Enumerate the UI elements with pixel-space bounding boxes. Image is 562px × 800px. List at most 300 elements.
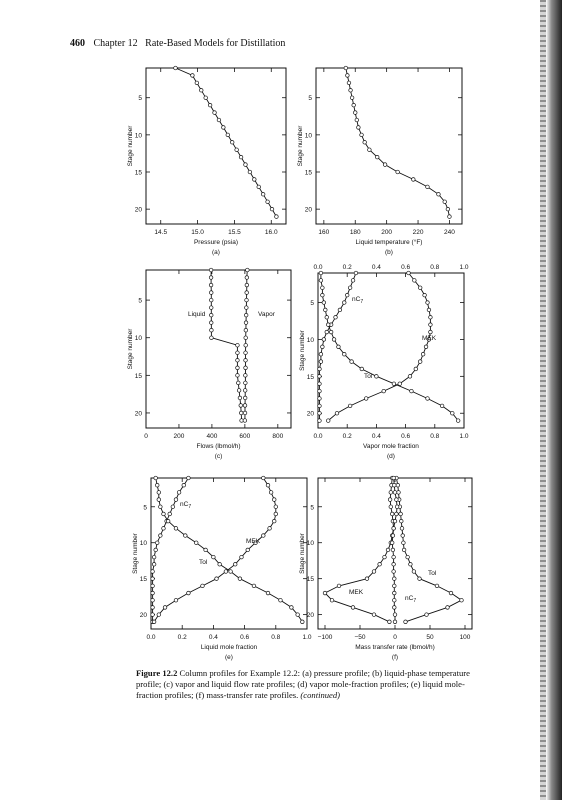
chart-panel-a [146, 66, 286, 224]
y-tick-label: 10 [134, 335, 142, 343]
data-point-tol [154, 476, 158, 480]
y-tick-label: 5 [138, 297, 142, 305]
data-point-nc7 [392, 555, 396, 559]
data-point-mek [348, 404, 352, 408]
data-point-liquid [236, 343, 240, 347]
data-point-profile [253, 178, 257, 182]
data-point-tol [329, 330, 333, 334]
data-point-tol [440, 404, 444, 408]
data-point-profile [357, 126, 361, 130]
data-point-nc7 [168, 512, 172, 516]
data-point-mek [388, 498, 392, 502]
data-point-liquid [209, 321, 213, 325]
data-point-tol [159, 505, 163, 509]
series-line-profile [346, 68, 450, 217]
chart-panel-e [151, 476, 307, 629]
series-label-vapor: Vapor [258, 311, 275, 318]
data-point-tol [402, 548, 406, 552]
y-tick-label: 10 [304, 132, 312, 140]
data-point-liquid [209, 313, 213, 317]
x-tick-label: 400 [206, 433, 218, 440]
data-point-mek [424, 345, 428, 349]
data-point-profile [191, 74, 195, 78]
x-tick-label: 200 [173, 433, 185, 440]
data-point-mek [413, 279, 417, 283]
data-point-nc7 [391, 548, 395, 552]
data-point-tol [392, 382, 396, 386]
data-point-nc7 [151, 606, 155, 610]
data-point-vapor [244, 351, 248, 355]
data-point-tol [324, 308, 328, 312]
y-tick-label: 15 [306, 373, 314, 381]
y-axis-label: Stage number [127, 125, 134, 167]
data-point-mek [390, 512, 394, 516]
data-point-mek [389, 505, 393, 509]
data-point-liquid [238, 396, 242, 400]
data-point-tol [375, 375, 379, 379]
data-point-tol [326, 323, 330, 327]
x-tick-label: −50 [354, 634, 366, 641]
data-point-vapor [245, 298, 249, 302]
data-point-mek [262, 534, 266, 538]
x-tick-label: 800 [272, 433, 284, 440]
data-point-mek [398, 382, 402, 386]
x-tick-label: 15.5 [228, 229, 241, 236]
data-point-vapor [244, 358, 248, 362]
caption-continued: (continued) [300, 690, 341, 700]
data-point-profile [239, 155, 243, 159]
data-point-liquid [239, 411, 243, 415]
data-point-mek [365, 577, 369, 581]
data-point-mek [429, 323, 433, 327]
data-point-profile [352, 103, 356, 107]
data-point-tol [446, 606, 450, 610]
data-point-profile [437, 192, 441, 196]
data-point-nc7 [318, 404, 322, 408]
data-point-vapor [243, 389, 247, 393]
series-line-mek [328, 273, 430, 421]
chapter-label: Chapter 12 [93, 38, 138, 49]
data-point-tol [425, 613, 429, 617]
chart-panel-b [316, 66, 462, 224]
data-point-liquid [236, 381, 240, 385]
data-point-mek [215, 577, 219, 581]
series-label-mek: MEK [349, 589, 364, 596]
page-number: 460 [70, 38, 85, 49]
data-point-tol [460, 598, 464, 602]
data-point-tol [229, 570, 233, 574]
y-tick-label: 15 [134, 372, 142, 380]
x-tick-label: 1.0 [459, 433, 469, 440]
y-axis-label: Stage number [132, 533, 139, 574]
data-point-nc7 [395, 512, 399, 516]
data-point-nc7 [152, 562, 156, 566]
data-point-liquid [210, 336, 214, 340]
y-tick-label: 10 [139, 540, 147, 548]
data-point-nc7 [393, 591, 397, 595]
data-point-tol [410, 389, 414, 393]
data-point-nc7 [390, 541, 394, 545]
data-point-tol [218, 562, 222, 566]
data-point-nc7 [322, 338, 326, 342]
data-point-nc7 [338, 308, 342, 312]
data-point-nc7 [393, 577, 397, 581]
data-point-tol [337, 345, 341, 349]
data-point-nc7 [391, 534, 395, 538]
data-point-nc7 [392, 562, 396, 566]
data-point-tol [321, 293, 325, 297]
data-point-nc7 [162, 527, 166, 531]
data-point-tol [406, 555, 410, 559]
series-label-liquid: Liquid [188, 311, 206, 318]
data-point-profile [195, 81, 199, 85]
chapter-title: Rate-Based Models for Distillation [145, 38, 286, 49]
data-point-tol [451, 411, 455, 415]
data-point-profile [248, 170, 252, 174]
x-tick-label: 15.0 [191, 229, 204, 236]
data-point-profile [208, 103, 212, 107]
data-point-nc7 [348, 286, 352, 290]
data-point-nc7 [393, 620, 397, 624]
data-point-mek [201, 584, 205, 588]
data-point-vapor [243, 411, 247, 415]
data-point-liquid [236, 366, 240, 370]
data-point-liquid [236, 374, 240, 378]
data-point-tol [212, 555, 216, 559]
data-point-profile [230, 140, 234, 144]
data-point-tol [252, 584, 256, 588]
data-point-nc7 [351, 279, 355, 283]
data-point-vapor [244, 313, 248, 317]
x-tick-label-top: 0.0 [313, 264, 323, 271]
data-point-profile [355, 118, 359, 122]
data-point-profile [363, 140, 367, 144]
data-point-nc7 [393, 584, 397, 588]
x-tick-label-top: 0.6 [401, 264, 411, 271]
data-point-mek [269, 491, 273, 495]
data-point-mek [421, 352, 425, 356]
x-tick-label: 0.2 [177, 634, 187, 641]
series-label-tol: Tol [428, 570, 437, 577]
data-point-nc7 [151, 577, 155, 581]
data-point-mek [224, 570, 228, 574]
data-point-mek [274, 505, 278, 509]
data-point-mek [423, 293, 427, 297]
data-point-mek [429, 315, 433, 319]
data-point-tol [396, 483, 400, 487]
x-tick-label: −100 [317, 634, 333, 641]
data-point-vapor [244, 336, 248, 340]
data-point-tol [162, 512, 166, 516]
data-point-tol [166, 519, 170, 523]
x-tick-label: 600 [239, 433, 251, 440]
data-point-liquid [209, 276, 213, 280]
data-point-mek [389, 491, 393, 495]
y-tick-label: 5 [138, 95, 142, 103]
data-point-mek [382, 389, 386, 393]
data-point-mek [364, 397, 368, 401]
data-point-tol [174, 527, 178, 531]
data-point-tol [426, 397, 430, 401]
data-point-mek [246, 548, 250, 552]
panel-label: (c) [214, 453, 223, 460]
chart-panel-c [146, 268, 291, 428]
data-point-tol [418, 577, 422, 581]
y-tick-label: 10 [134, 132, 142, 140]
data-point-nc7 [393, 613, 397, 617]
data-point-nc7 [187, 476, 191, 480]
data-point-mek [330, 598, 334, 602]
data-point-nc7 [151, 598, 155, 602]
data-point-tol [321, 286, 325, 290]
data-point-profile [350, 96, 354, 100]
data-point-tol [204, 548, 208, 552]
data-point-nc7 [354, 271, 358, 275]
y-tick-label: 15 [134, 169, 142, 177]
data-point-nc7 [334, 315, 338, 319]
x-tick-label: 14.5 [154, 229, 168, 236]
x-tick-label: 200 [381, 229, 393, 236]
series-label-nc7: $nC_7$ [405, 595, 417, 604]
data-point-nc7 [319, 360, 323, 364]
data-point-profile [217, 118, 221, 122]
data-point-mek [414, 367, 418, 371]
data-point-vapor [243, 419, 247, 423]
data-point-nc7 [393, 491, 397, 495]
data-point-tol [290, 606, 294, 610]
y-tick-label: 15 [306, 576, 314, 584]
data-point-nc7 [325, 330, 329, 334]
x-tick-label: 0.0 [146, 634, 156, 641]
plot-frame [146, 68, 286, 224]
data-point-liquid [236, 358, 240, 362]
data-point-nc7 [393, 519, 397, 523]
data-point-mek [272, 498, 276, 502]
data-point-nc7 [155, 541, 159, 545]
data-point-vapor [245, 276, 249, 280]
data-point-nc7 [151, 570, 155, 574]
y-tick-label: 20 [134, 410, 142, 418]
series-line-tol [321, 273, 458, 421]
panel-label: (a) [212, 249, 220, 256]
x-tick-label-top: 0.8 [430, 264, 440, 271]
x-axis-label: Vapor mole fraction [363, 443, 419, 450]
data-point-nc7 [318, 382, 322, 386]
data-point-profile [353, 111, 357, 115]
data-point-tol [397, 491, 401, 495]
data-point-profile [344, 66, 348, 70]
data-point-nc7 [151, 613, 155, 617]
data-point-nc7 [318, 367, 322, 371]
x-axis-label: Liquid temperature (°F) [355, 239, 423, 246]
y-tick-label: 20 [134, 206, 142, 214]
data-point-vapor [245, 291, 249, 295]
data-point-nc7 [319, 352, 323, 356]
y-tick-label: 5 [310, 300, 314, 308]
x-tick-label: 0.6 [401, 433, 411, 440]
data-point-mek [383, 555, 387, 559]
data-point-mek [187, 591, 191, 595]
data-point-tol [404, 620, 408, 624]
data-point-profile [347, 81, 351, 85]
data-point-mek [337, 584, 341, 588]
data-point-vapor [243, 404, 247, 408]
y-tick-label: 20 [306, 410, 314, 418]
data-point-vapor [244, 328, 248, 332]
series-label-nc7: $nC_7$ [352, 296, 364, 305]
data-point-mek [163, 606, 167, 610]
data-point-tol [456, 419, 460, 423]
data-point-mek [274, 512, 278, 516]
series-label-mek: MEK [422, 335, 437, 342]
data-point-tol [332, 338, 336, 342]
data-point-profile [270, 207, 274, 211]
x-tick-label: 0.6 [240, 634, 250, 641]
data-point-tol [400, 527, 404, 531]
data-point-nc7 [395, 498, 399, 502]
x-tick-label-top: 1.0 [459, 264, 469, 271]
y-tick-label: 5 [143, 504, 147, 512]
y-axis-label: Stage number [299, 330, 306, 371]
data-point-tol [155, 483, 159, 487]
data-point-profile [368, 148, 372, 152]
data-point-tol [402, 541, 406, 545]
x-tick-label: 0.8 [430, 433, 440, 440]
data-point-tol [401, 534, 405, 538]
data-point-nc7 [171, 505, 175, 509]
data-point-profile [346, 74, 350, 78]
series-line-mek [154, 478, 276, 622]
data-point-tol [412, 570, 416, 574]
data-point-mek [386, 548, 390, 552]
data-point-tol [238, 577, 242, 581]
data-point-liquid [236, 351, 240, 355]
x-tick-label: 0.0 [313, 433, 323, 440]
data-point-mek [326, 419, 330, 423]
data-point-mek [266, 483, 270, 487]
data-point-mek [372, 570, 376, 574]
data-point-mek [418, 360, 422, 364]
y-tick-label: 20 [139, 612, 147, 620]
data-point-nc7 [321, 345, 325, 349]
data-point-mek [408, 375, 412, 379]
x-tick-label-top: 0.2 [342, 264, 352, 271]
x-tick-label: 180 [349, 229, 361, 236]
data-point-vapor [244, 343, 248, 347]
data-point-vapor [243, 396, 247, 400]
data-point-nc7 [345, 293, 349, 297]
data-point-profile [412, 178, 416, 182]
data-point-tol [266, 591, 270, 595]
x-tick-label: 50 [426, 634, 434, 641]
data-point-nc7 [342, 301, 346, 305]
data-point-tol [325, 315, 329, 319]
data-point-profile [257, 185, 261, 189]
figure-caption [136, 668, 486, 701]
data-point-profile [426, 185, 430, 189]
data-point-tol [409, 562, 413, 566]
panel-label: (b) [385, 249, 393, 256]
data-point-profile [448, 215, 452, 219]
data-point-tol [435, 584, 439, 588]
data-point-tol [342, 352, 346, 356]
data-point-nc7 [318, 375, 322, 379]
data-point-mek [351, 606, 355, 610]
y-axis-label: Stage number [297, 125, 304, 167]
data-point-nc7 [318, 397, 322, 401]
data-point-nc7 [395, 505, 399, 509]
data-point-nc7 [392, 476, 396, 480]
data-point-vapor [245, 283, 249, 287]
data-point-mek [272, 519, 276, 523]
series-label-tol: Tol [199, 559, 208, 566]
x-tick-label: 100 [459, 634, 471, 641]
x-tick-label: 1.0 [302, 634, 312, 641]
y-tick-label: 20 [306, 612, 314, 620]
data-point-vapor [245, 306, 249, 310]
y-tick-label: 5 [310, 504, 314, 512]
data-point-mek [372, 613, 376, 617]
panel-label: (d) [387, 453, 395, 460]
data-point-vapor [244, 321, 248, 325]
data-point-vapor [244, 366, 248, 370]
data-point-vapor [246, 268, 250, 272]
data-point-profile [266, 200, 270, 204]
caption-text: Column profiles for Example 12.2: (a) pressure profile; (b) liquid-phase temperature profile; (c) vapor and liquid flow rate profiles; (d) vapor mole-fraction profiles; (e) liquid mole-fraction profiles; (f) mass-transfer rate profiles. [136, 668, 470, 700]
data-point-mek [268, 527, 272, 531]
data-point-liquid [239, 404, 243, 408]
data-point-liquid [209, 268, 213, 272]
data-point-mek [262, 476, 266, 480]
data-point-profile [226, 133, 230, 137]
data-point-mek [426, 301, 430, 305]
scan-spine-shadow [546, 0, 562, 800]
data-point-nc7 [177, 491, 181, 495]
data-point-liquid [209, 306, 213, 310]
data-point-mek [378, 562, 382, 566]
data-point-liquid [237, 389, 241, 393]
data-point-tol [449, 591, 453, 595]
data-point-profile [222, 126, 226, 130]
y-tick-label: 15 [304, 169, 312, 177]
chart-panel-d [318, 271, 464, 428]
data-point-vapor [244, 374, 248, 378]
x-tick-label: 0 [393, 634, 397, 641]
data-point-tol [194, 541, 198, 545]
data-point-nc7 [152, 555, 156, 559]
data-point-tol [350, 360, 354, 364]
data-point-nc7 [393, 598, 397, 602]
x-tick-label: 220 [412, 229, 424, 236]
data-point-profile [383, 163, 387, 167]
data-point-nc7 [182, 483, 186, 487]
data-point-liquid [209, 298, 213, 302]
data-point-mek [429, 330, 433, 334]
data-point-profile [235, 148, 239, 152]
data-point-nc7 [392, 570, 396, 574]
x-tick-label: 0.8 [271, 634, 281, 641]
data-point-mek [157, 613, 161, 617]
x-axis-label: Flows (lbmol/h) [196, 443, 241, 450]
x-tick-label: 0.4 [208, 634, 218, 641]
x-tick-label: 0 [144, 433, 148, 440]
data-point-tol [319, 279, 323, 283]
data-point-mek [233, 562, 237, 566]
x-axis-label: Pressure (psia) [193, 239, 239, 246]
data-point-profile [349, 88, 353, 92]
y-tick-label: 10 [306, 540, 314, 548]
y-tick-label: 15 [139, 576, 147, 584]
